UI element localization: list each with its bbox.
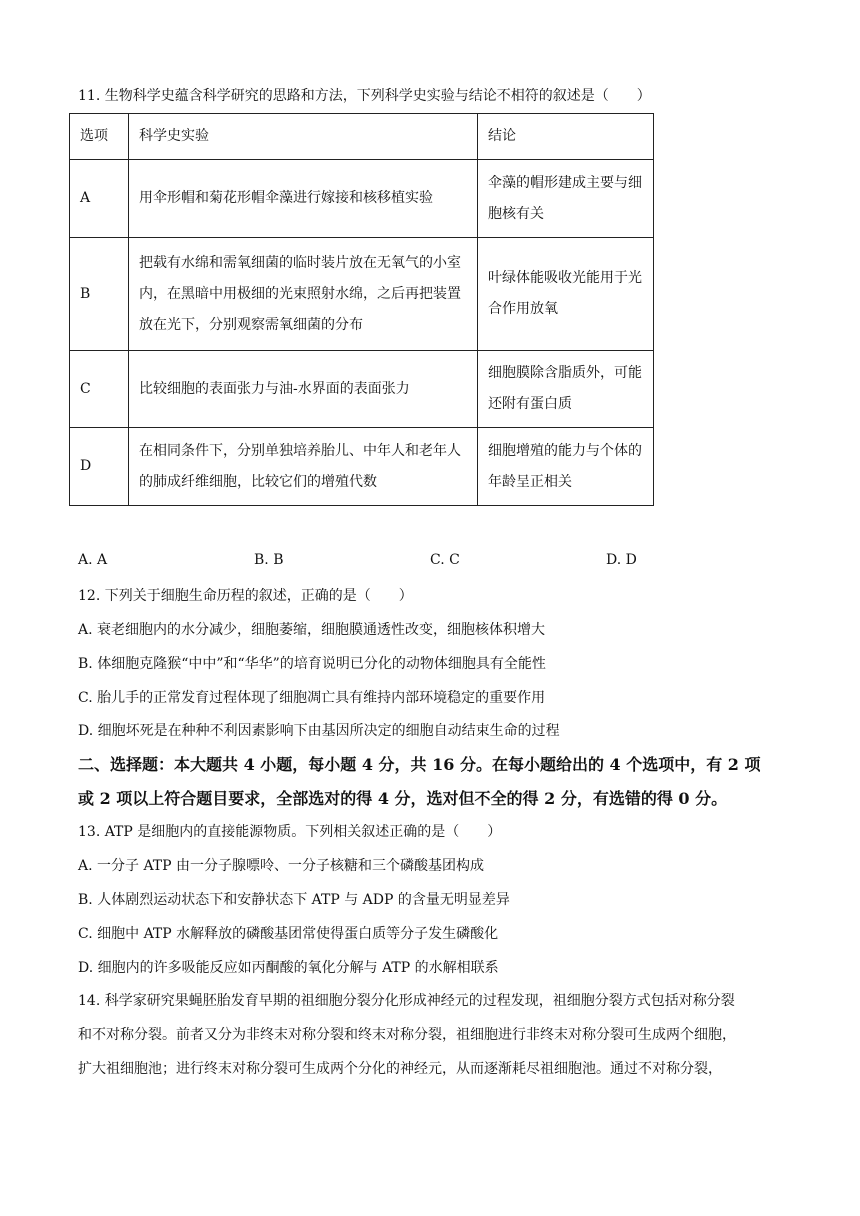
question-14-line-1: 14. 科学家研究果蝇胚胎发育早期的祖细胞分裂分化形成神经元的过程发现，祖细胞分裂方式包括对称分裂 [78,993,735,1009]
row-conclusion: 伞藻的帽形建成主要与细胞核有关 [478,160,654,238]
row-option: C [70,351,129,428]
table-row [70,238,654,351]
question-13-option-a[interactable]: A. 一分子 ATP 由一分子腺嘌呤、一分子核糖和三个磷酸基团构成 [78,858,485,874]
table-row [70,351,654,428]
row-experiment: 把载有水绵和需氧细菌的临时装片放在无氧气的小室内，在黑暗中用极细的光束照射水绵，之后再把装置放在光下，分别观察需氧细菌的分布 [129,238,478,351]
table-header-option: 选项 [70,114,129,160]
row-option: A [70,160,129,238]
question-12-stem: 12. 下列关于细胞生命历程的叙述，正确的是（ ） [78,588,413,604]
row-experiment: 比较细胞的表面张力与油-水界面的表面张力 [129,351,478,428]
question-12-option-d[interactable]: D. 细胞坏死是在种种不利因素影响下由基因所决定的细胞自动结束生命的过程 [78,723,560,739]
choice-d[interactable]: D. D [606,552,637,568]
row-conclusion: 细胞膜除含脂质外，可能还附有蛋白质 [478,351,654,428]
question-11-stem: 11. 生物科学史蕴含科学研究的思路和方法，下列科学史实验与结论不相符的叙述是（ ） [78,88,651,104]
question-11-table [69,113,654,506]
table-header-row [70,114,654,160]
row-conclusion: 细胞增殖的能力与个体的年龄呈正相关 [478,428,654,506]
question-13-stem: 13. ATP 是细胞内的直接能源物质。下列相关叙述正确的是（ ） [78,824,502,840]
section-2-heading-line-1: 二、选择题：本大题共 4 小题，每小题 4 分，共 16 分。在每小题给出的 4 个选项中，有 2 项 [78,755,761,774]
question-14-line-2: 和不对称分裂。前者又分为非终末对称分裂和终末对称分裂，祖细胞进行非终末对称分裂可生成两个细胞， [78,1027,736,1043]
choice-a[interactable]: A. A [78,552,108,568]
question-13-option-c[interactable]: C. 细胞中 ATP 水解释放的磷酸基团常使得蛋白质等分子发生磷酸化 [78,926,499,942]
question-12-option-b[interactable]: B. 体细胞克隆猴“中中”和“华华”的培育说明已分化的动物体细胞具有全能性 [78,656,546,672]
row-experiment: 在相同条件下，分别单独培养胎儿、中年人和老年人的肺成纤维细胞，比较它们的增殖代数 [129,428,478,506]
row-experiment: 用伞形帽和菊花形帽伞藻进行嫁接和核移植实验 [129,160,478,238]
question-13-option-d[interactable]: D. 细胞内的许多吸能反应如丙酮酸的氧化分解与 ATP 的水解相联系 [78,960,499,976]
question-14-line-3: 扩大祖细胞池；进行终末对称分裂可生成两个分化的神经元，从而逐渐耗尽祖细胞池。通过不对称分裂， [78,1061,722,1077]
row-conclusion: 叶绿体能吸收光能用于光合作用放氧 [478,238,654,351]
section-2-heading-line-2: 或 2 项以上符合题目要求，全部选对的得 4 分，选对但不全的得 2 分，有选错的得 0 分。 [78,789,728,808]
question-12-option-c[interactable]: C. 胎儿手的正常发育过程体现了细胞凋亡具有维持内部环境稳定的重要作用 [78,690,546,706]
row-option: B [70,238,129,351]
question-12-option-a[interactable]: A. 衰老细胞内的水分减少，细胞萎缩，细胞膜通透性改变，细胞核体积增大 [78,622,546,638]
question-11-choices [78,552,778,574]
row-option: D [70,428,129,506]
table-row [70,428,654,506]
choice-c[interactable]: C. C [430,552,460,568]
choice-b[interactable]: B. B [254,552,284,568]
table-row [70,160,654,238]
table-header-conclusion: 结论 [478,114,654,160]
table-header-experiment: 科学史实验 [129,114,478,160]
question-13-option-b[interactable]: B. 人体剧烈运动状态下和安静状态下 ATP 与 ADP 的含量无明显差异 [78,892,510,908]
